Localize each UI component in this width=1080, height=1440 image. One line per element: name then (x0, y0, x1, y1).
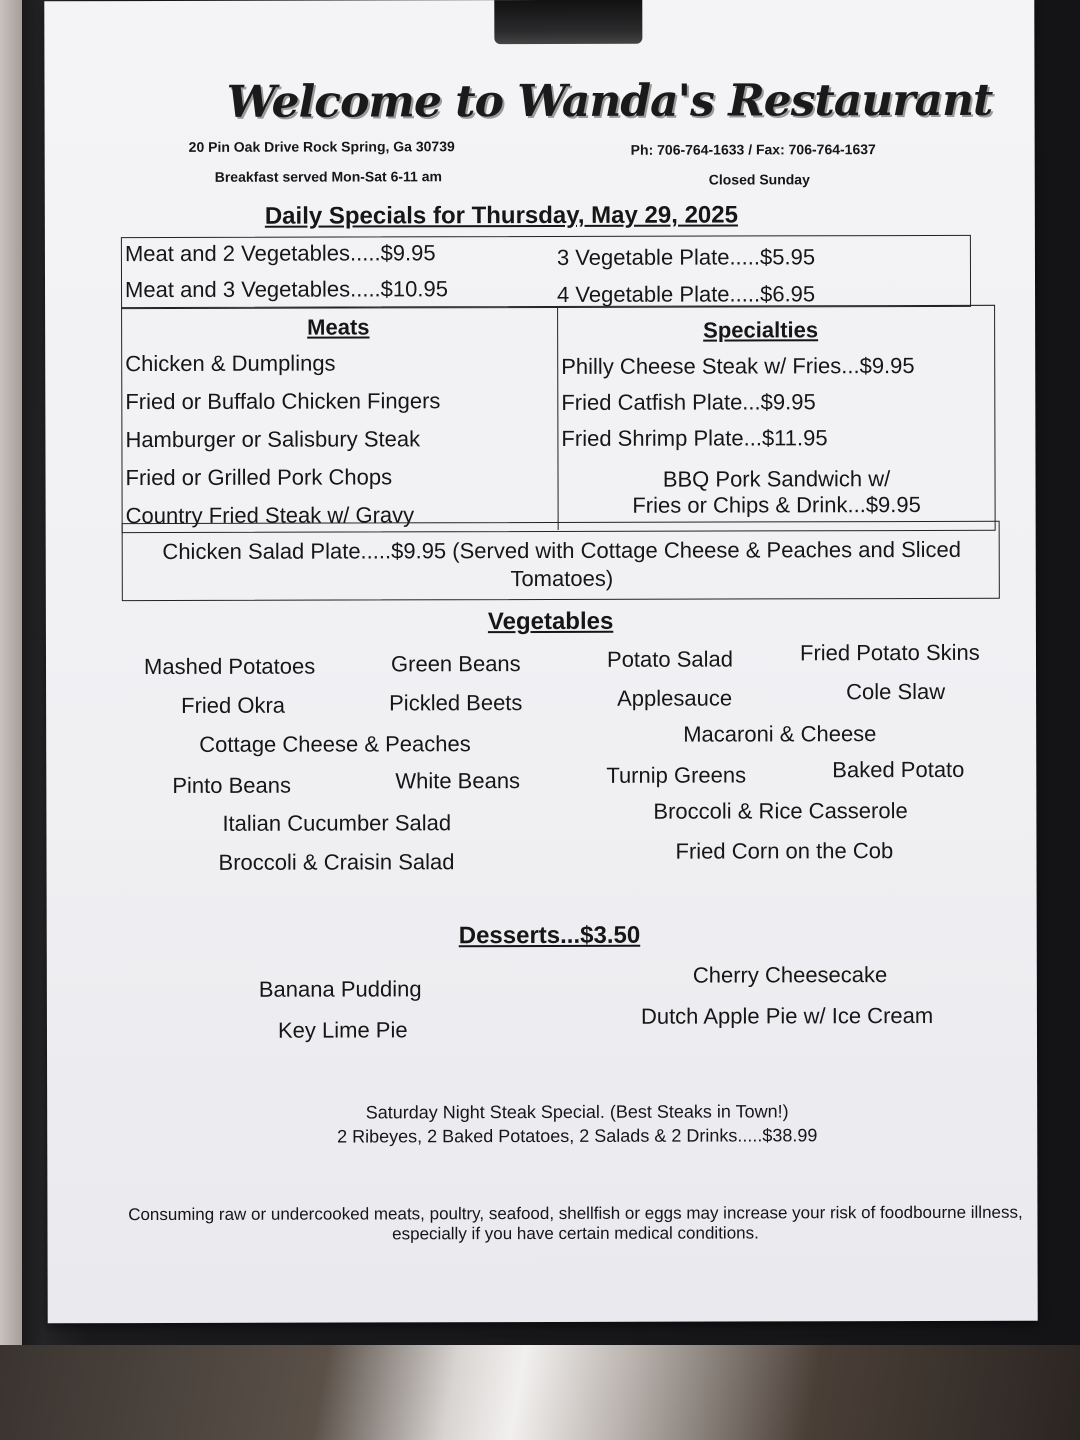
vegetable-item: Fried Potato Skins (799, 639, 980, 666)
vegetable-item: Cole Slaw (846, 678, 946, 705)
dessert-item: Dutch Apple Pie w/ Ice Cream (640, 1002, 934, 1029)
chicken-salad-line: Tomatoes) (510, 565, 614, 592)
specialties-heading: Specialties (703, 317, 819, 343)
vegetable-item: Macaroni & Cheese (683, 721, 877, 747)
specialty-item: Fried Catfish Plate...$9.95 (561, 389, 816, 415)
vegetable-item: Green Beans (390, 651, 521, 677)
specialty-item: BBQ Pork Sandwich w/ (662, 466, 891, 492)
vegetable-item: Baked Potato (832, 756, 965, 783)
phone-fax-text: Ph: 706-764-1633 / Fax: 706-764-1637 (630, 141, 876, 158)
specialty-item: Philly Cheese Steak w/ Fries...$9.95 (561, 353, 915, 379)
vegetable-item: Potato Salad (606, 646, 734, 672)
vegetable-item: Pickled Beets (389, 690, 523, 716)
vegetable-item: Italian Cucumber Salad (222, 810, 452, 836)
vegetable-item: Broccoli & Craisin Salad (218, 849, 455, 875)
binder-clip (494, 0, 642, 44)
vegetable-item: Broccoli & Rice Casserole (653, 798, 908, 824)
meat-item: Fried or Buffalo Chicken Fingers (125, 388, 441, 415)
vegetable-item: Fried Corn on the Cob (675, 838, 894, 864)
daily-specials-heading: Daily Specials for Thursday, May 29, 2025 (264, 201, 738, 230)
specialty-item: Fries or Chips & Drink...$9.95 (632, 492, 921, 518)
dessert-item: Banana Pudding (258, 976, 422, 1002)
vegetable-item: Turnip Greens (606, 762, 747, 788)
plate-meat-2-veg: Meat and 2 Vegetables.....$9.95 (124, 240, 436, 267)
breakfast-hours-text: Breakfast served Mon-Sat 6-11 am (214, 168, 442, 185)
vegetable-item: Fried Okra (181, 692, 286, 718)
food-safety-disclaimer: Consuming raw or undercooked meats, poultry, seafood, shellfish or eggs may increase your risk of foodbourne illness, (128, 1202, 1023, 1225)
specialty-item: Fried Shrimp Plate...$11.95 (561, 425, 828, 451)
meats-heading: Meats (307, 314, 370, 340)
vegetable-item: Pinto Beans (172, 772, 291, 798)
dessert-item: Cherry Cheesecake (692, 962, 888, 988)
meat-item: Hamburger or Salisbury Steak (125, 426, 421, 453)
vegetable-item: White Beans (395, 768, 521, 794)
meat-item: Chicken & Dumplings (125, 350, 336, 377)
plate-meat-3-veg: Meat and 3 Vegetables.....$10.95 (124, 276, 448, 303)
vegetable-item: Applesauce (617, 685, 733, 711)
steak-special-line: 2 Ribeyes, 2 Baked Potatoes, 2 Salads & 2 Drinks.....$38.99 (337, 1125, 818, 1147)
vegetables-heading: Vegetables (487, 607, 614, 636)
address-text: 20 Pin Oak Drive Rock Spring, Ga 30739 (188, 138, 455, 155)
plate-4-veg: 4 Vegetable Plate.....$6.95 (557, 281, 816, 307)
vegetable-item: Cottage Cheese & Peaches (199, 731, 471, 757)
desserts-heading: Desserts...$3.50 (458, 921, 641, 950)
menu-sheet (44, 0, 1037, 1323)
dessert-item: Key Lime Pie (277, 1017, 408, 1043)
plate-3-veg: 3 Vegetable Plate.....$5.95 (556, 244, 816, 270)
chicken-salad-line: Chicken Salad Plate.....$9.95 (Served with Cottage Cheese & Peaches and Sliced (162, 536, 962, 564)
meat-item: Country Fried Steak w/ Gravy (125, 502, 415, 529)
meat-item: Fried or Grilled Pork Chops (125, 464, 393, 491)
table-edge (0, 0, 22, 1345)
closed-day-text: Closed Sunday (708, 171, 810, 188)
food-safety-disclaimer: especially if you have certain medical conditions. (392, 1223, 759, 1244)
vegetable-item: Mashed Potatoes (143, 653, 316, 680)
restaurant-title: Welcome to Wanda's Restaurant (226, 74, 993, 128)
floor-background (0, 1340, 1080, 1440)
steak-special-line: Saturday Night Steak Special. (Best Steaks in Town!) (365, 1101, 789, 1123)
